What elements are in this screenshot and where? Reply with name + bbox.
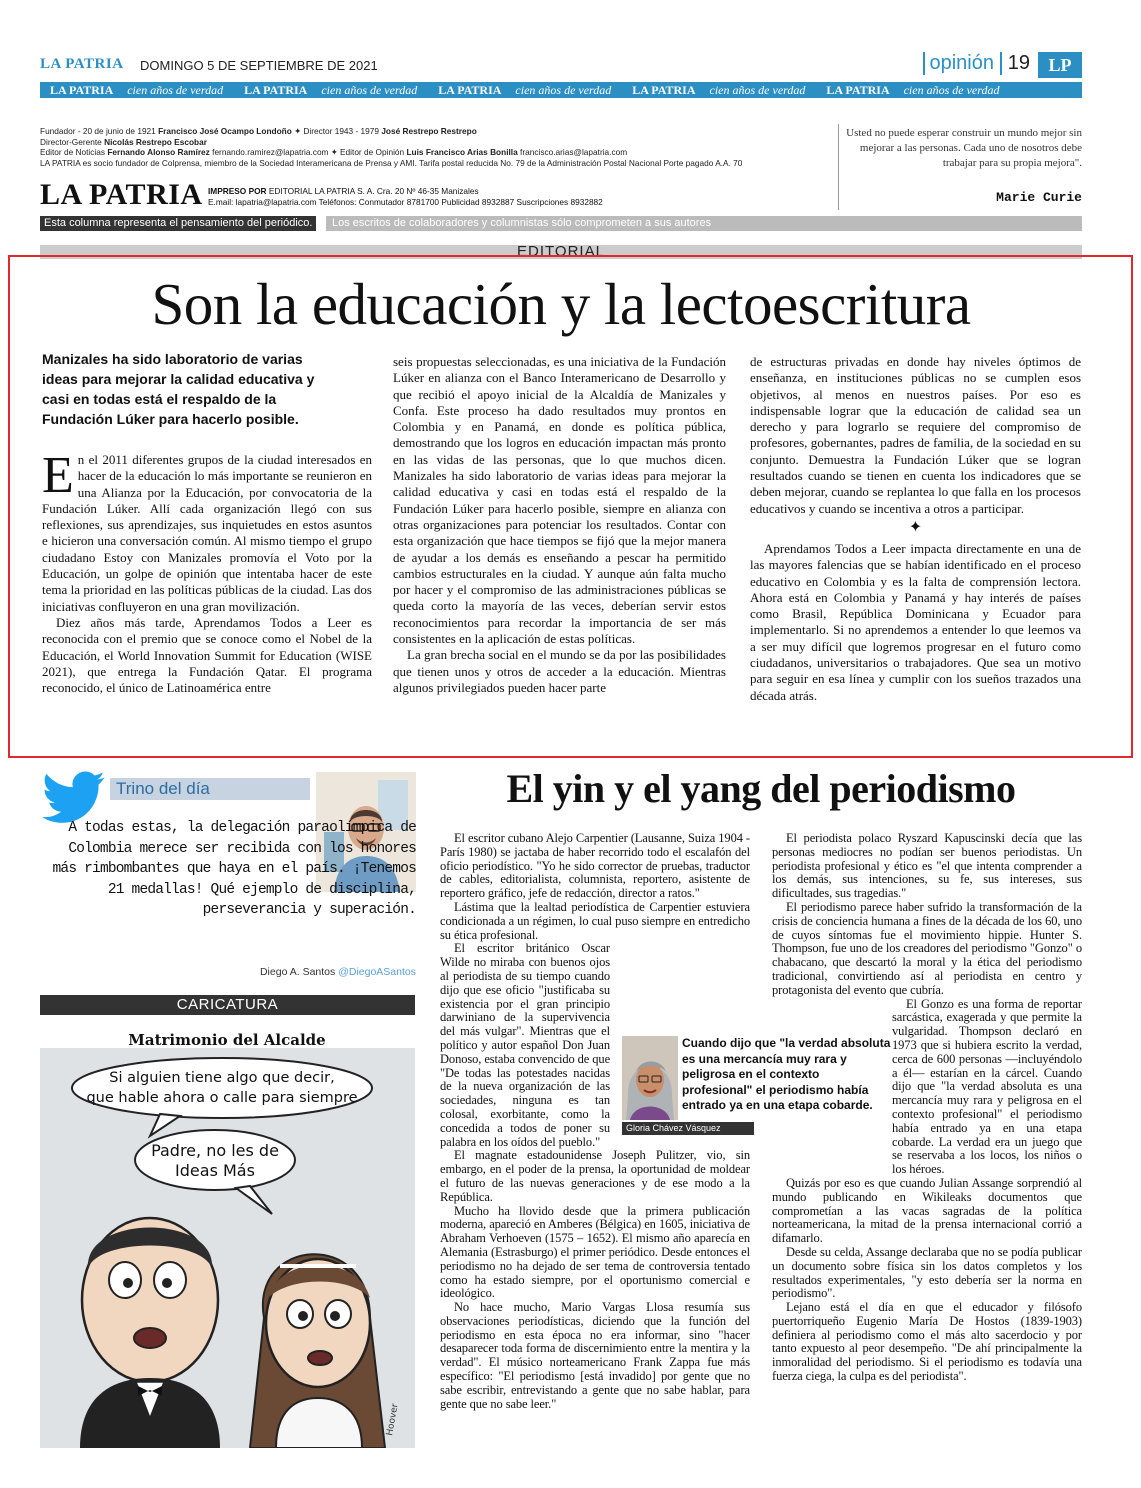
- editorial-label: EDITORIAL: [517, 243, 605, 260]
- tweet-author: Diego A. Santos @DiegoASantos: [259, 966, 416, 978]
- disclaimer-left: Esta columna representa el pensamiento del periódico.: [40, 216, 316, 231]
- editorial-column-1: En el 2011 diferentes grupos de la ciudad interesados en hacer de la educación lo más importante se reunieron en una Alianza por la Educación, por convocatoria de la Fundación Lúker. Allí cada organización llegó con sus reflexiones, sus aprendizajes, sus inquietudes en estos asuntos e hicieron una conversación común. Al mismo tiempo el grupo ciudadano Estoy con Manizales promovía el Voto por la Educación, un golpe de opinión que intentaba hacer de este tema la prioridad en las políticas públicas de la ciudad. Las dos iniciativas confluyeron en una gran movilización. Diez años más tarde, Aprendamos Todos a Leer es reconocida con el premio que se conoce como el Nobel de la Educación, el World Innovation Summit for Education (WISE 2021), que entrega la Fundación Qatar. El programa reconocido, el único de Latinoamérica entre: [42, 447, 372, 696]
- imprint-info: IMPRESO POR EDITORIAL LA PATRIA S. A. Cra. 20 Nº 46-35 Manizales E.mail: lapatria@lapatria.com Teléfonos: Conmutador 8781700 Publicidad 8932887 Suscripciones 8932882: [208, 186, 603, 207]
- article-title: El yin y el yang del periodismo: [506, 766, 1016, 811]
- slogan-band: LA PATRIA cien años de verdad LA PATRIA cien años de verdad LA PATRIA cien años de verdad LA PATRIA cien años de verdad LA PATRIA cien años de verdad: [40, 82, 1082, 98]
- editorial-lead: Manizales ha sido laboratorio de varias ideas para mejorar la calidad educativa y casi en todas está el respaldo de la Fundación Lúker para hacerlo posible.: [42, 351, 315, 427]
- masthead: [40, 52, 1082, 102]
- disclaimer-bar: [40, 216, 1082, 231]
- disclaimer-right: Los escritos de colaboradores y columnistas sólo comprometen a sus autores: [326, 216, 1082, 231]
- cartoon: [40, 1018, 415, 1448]
- editorial-column-3: de estructuras privadas en donde hay niveles óptimos de enseñanza, en instituciones públicas no se cumplen esos objetivos, al menos en nuestros países. Por eso es indispensable lograr que la educación de calidad sea un derecho y para lograrlo se requiere del compromiso de profesores, gobernantes, padres de familia, de la sociedad en su conjunto. Demuestra la Fundación Lúker que se logran resultados cuando se tienen en cuenta los indicadores que se deben mejorar, cuando se replantea lo que falla en los procesos educativos y cuando se incentiva a otros a participar. ✦ Aprendamos Todos a Leer impacta directamente en una de las mayores falencias que se habían identificado en el proceso educativo en Colombia y es la falta de comprensión lectora. Ahora está en Colombia y Panamá y hay interés de países como Brasil, República Dominicana y Ecuador para implementarlo. Si no aprendemos a entender lo que leemos va a ser muy difícil que logremos progresar en el futuro como ciudadanos, universitarios o trabajadores. Que sea un motivo para seguir en esa línea y cumplir con los sueños trazados una década atrás.: [750, 354, 1081, 703]
- twitter-handle[interactable]: @DiegoASantos: [338, 966, 416, 978]
- quote-author: Marie Curie: [996, 190, 1082, 205]
- author-photo: [622, 1036, 678, 1120]
- svg-text:Padre, no les de: Padre, no les de: [151, 1141, 279, 1160]
- trino-label: Trino del día: [110, 778, 310, 800]
- editorial-column-2: seis propuestas seleccionadas, es una iniciativa de la Fundación Lúker en alianza con el Banco Interamericano de Desarrollo y que recibió el apoyo inicial de la Alcaldía de Manizales y Confa. Este proceso ha dado resultados muy prontos en Colombia y en Panamá, en donde es política pública, demostrando que los logros en educación impactan más pronto en las vidas de las personas, que lo que muchos dicen. Manizales ha sido laboratorio de varias ideas para mejorar la calidad educativa y casi en todas está el respaldo de la Fundación Lúker para hacerlo posible, siempre en alianza con otras organizaciones para potenciar los resultados. Contar con esta organización que hace tiempos se fijó que la mejor manera de ayudar a los demás es enseñando a pescar ha permitido cambios estructurales en la ciudad. Y aunque aún falta mucho por hacer y el compromiso de las administraciones públicas se queda corto la mayoría de las veces, deberían servir estos reconocimientos para recordar la importancia de ser más consistentes en la aplicación de estas políticas. La gran brecha social en el mundo se da por las posibilidades que tienen unos y otros de acceder a la educación. Mientras algunos privilegiados pueden hacer parte: [393, 354, 726, 695]
- cartoon-title: Matrimonio del Alcalde: [128, 1031, 326, 1049]
- author-caption: Gloria Chávez Vásquez: [622, 1122, 754, 1135]
- svg-text:que hable ahora o calle para s: que hable ahora o calle para siempre: [86, 1090, 358, 1106]
- masthead-brand: LA PATRIA: [40, 56, 124, 72]
- masthead-date: DOMINGO 5 DE SEPTIEMBRE DE 2021: [140, 58, 378, 73]
- caricatura-label: CARICATURA: [40, 995, 415, 1015]
- svg-text:Ideas Más: Ideas Más: [175, 1161, 255, 1180]
- imprint-logo: LA PATRIA: [40, 178, 203, 211]
- article-column-1: El escritor cubano Alejo Carpentier (Lausanne, Suiza 1904 - París 1980) se jactaba de haber recorrido todo el escalafón del oficio periodístico. "Yo he sido corrector de pruebas, traductor de cables, editorialista, columnista, reportero, asistente de reportero gráfico, jefe de redacción, director a ratos." Lástima que la lealtad periodística de Carpentier estuviera condicionada a un régimen, lo cual puso siempre en entredicho su ética profesional. El escritor británico Oscar Wilde no miraba con buenos ojos al periodista de su tiempo cuando dijo que ese oficio "justificaba su existencia por el gran principio darwiniano de la supervivencia del más vulgar". Mientras que el político y autor español Don Juan Donoso, estaba convencido de que "De todas las potestades nacidas de la nueva organización de las sociedades, ninguna es tan colosal, exorbitante, como la concedida a todos de poner su palabra en los oídos del pueblo." El magnate estadounidense Joseph Pulitzer, vio, sin embargo, en el poder de la prensa, la oportunidad de moldear el futuro de las nuevas generaciones y de ese modo a la República. Mucho ha llovido desde que la primera publicación moderna, apareció en Amberes (Bélgica) en 1605, iniciativa de Abraham Verhoeven (1575 – 1652). El mismo año aparecía en Alemania (Estrasburgo) el primer periódico. Desde entonces el periodismo no ha dejado de ser tema de controversia tentado como ha estado siempre, por el oportunismo comercial e ideológico. No hace mucho, Mario Vargas Llosa resumía sus observaciones periodísticas, diciendo que la función del periodismo en esta época no era informar, sino "hacer desaparecer toda forma de discernimiento entre la mentira y la verdad". El músico norteamericano Frank Zappa fue más específico: "El periodismo [está invadido] por gente que no sabe escribir, entrevistando a gente que no sabe hablar, para gente que no sabe leer.": [440, 831, 750, 1411]
- article-column-2: El periodista polaco Ryszard Kapuscinski decía que las personas mediocres no podían ser buenos periodistas. Un periodista profesional y ético es "el que intenta comprender a los demás, sus intenciones, su fe, sus intereses, sus dificultades, sus tragedias." El periodismo parece haber sufrido la transformación de la crisis de conciencia humana a fines de la década de los 60, uno de cuyos síntomas fue el movimiento hippie. Hunter S. Thompson, fue uno de los creadores del periodismo "Gonzo" o chabacano, que descartó la moral y la ética del periodismo tradicional, convirtiendo así al periodista en centro y protagonista del evento que cubría. El Gonzo es una forma de reportar sarcástica, exagerada y que permite la vulgaridad. Thompson declaró en 1973 que si hubiera escrito la verdad, cerca de 600 personas —incluyéndolo a él— estarían en la cárcel. Cuando dijo que "la verdad absoluta es una mercancía muy rara y peligrosa en el contexto profesional" el periodismo había entrado ya en una etapa cobarde. La verdad era un juego que se reservaba a los locos, los niños o los héroes. Quizás por eso es que cuando Julian Assange sorprendió al mundo publicando en Wikileaks documentos que comprometían a las vacas sagradas de la política norteamericana, la mitad de la prensa internacional corrió a difamarlo. Desde su celda, Assange declaraba que no se podía publicar un documento sobre física sin los datos completos y los resultados experimentales, "y esto debería ser la norma en periodismo". Lejano está el día en que el educador y filósofo puertorriqueño Eugenio María De Hostos (1839-1903) definiera al periodismo como el más alto sacerdocio y por tanto expuesto al peor desempeño. "De ahí principalmente la inmoralidad del periodismo. Si el periodismo es todavía una fuerza ciega, la culpa es del periodista".: [772, 831, 1082, 1384]
- separator-icon: ✦: [908, 518, 923, 536]
- quote-text: Usted no puede esperar construir un mundo mejor sin mejorar a las personas. Cada uno de nosotros debe trabajar para su propia mejora".: [846, 127, 1082, 169]
- divider: [838, 124, 839, 210]
- tweet-text: A todas estas, la delegación paraolímpica de Colombia merece ser recibida con los honores más rimbombantes que haya en el país. ¡Tenemos 21 medallas! Qué ejemplo de disciplina, perseverancia y superación.: [52, 820, 416, 918]
- editorial-title: Son la educación y la lectoescritura: [151, 271, 971, 337]
- page-number: 19: [1000, 52, 1030, 75]
- lp-logo: LP: [1038, 52, 1082, 78]
- drop-cap: E: [42, 447, 74, 504]
- staff-credits: Fundador - 20 de junio de 1921 Francisco José Ocampo Londoño ✦ Director 1943 - 1979 José Restrepo Restrepo Director-Gerente Nicolás Restrepo Escobar Editor de Noticias Fernando Alonso Ramírez fernando.ramirez@lapatria.com ✦ Editor de Opinión Luis Francisco Arias Bonilla francisco.arias@lapatria.com LA PATRIA es socio fundador de Colprensa, miembro de la Sociedad Interamericana de Prensa y AMI. Tarifa postal reducida No. 79 de la Administración Postal Nacional Porte pagado A.A. 70: [40, 126, 743, 168]
- svg-text:Hoover: Hoover: [385, 1402, 401, 1437]
- svg-text:Si alguien tiene algo que deci: Si alguien tiene algo que decir,: [109, 1070, 335, 1086]
- pull-quote-box: [622, 1036, 891, 1136]
- pull-quote: Cuando dijo que "la verdad absoluta es una mercancía muy rara y peligrosa en el contexto profesional" el periodismo había entrado ya en una etapa cobarde.: [682, 1036, 891, 1112]
- section-label: opinión: [923, 52, 994, 75]
